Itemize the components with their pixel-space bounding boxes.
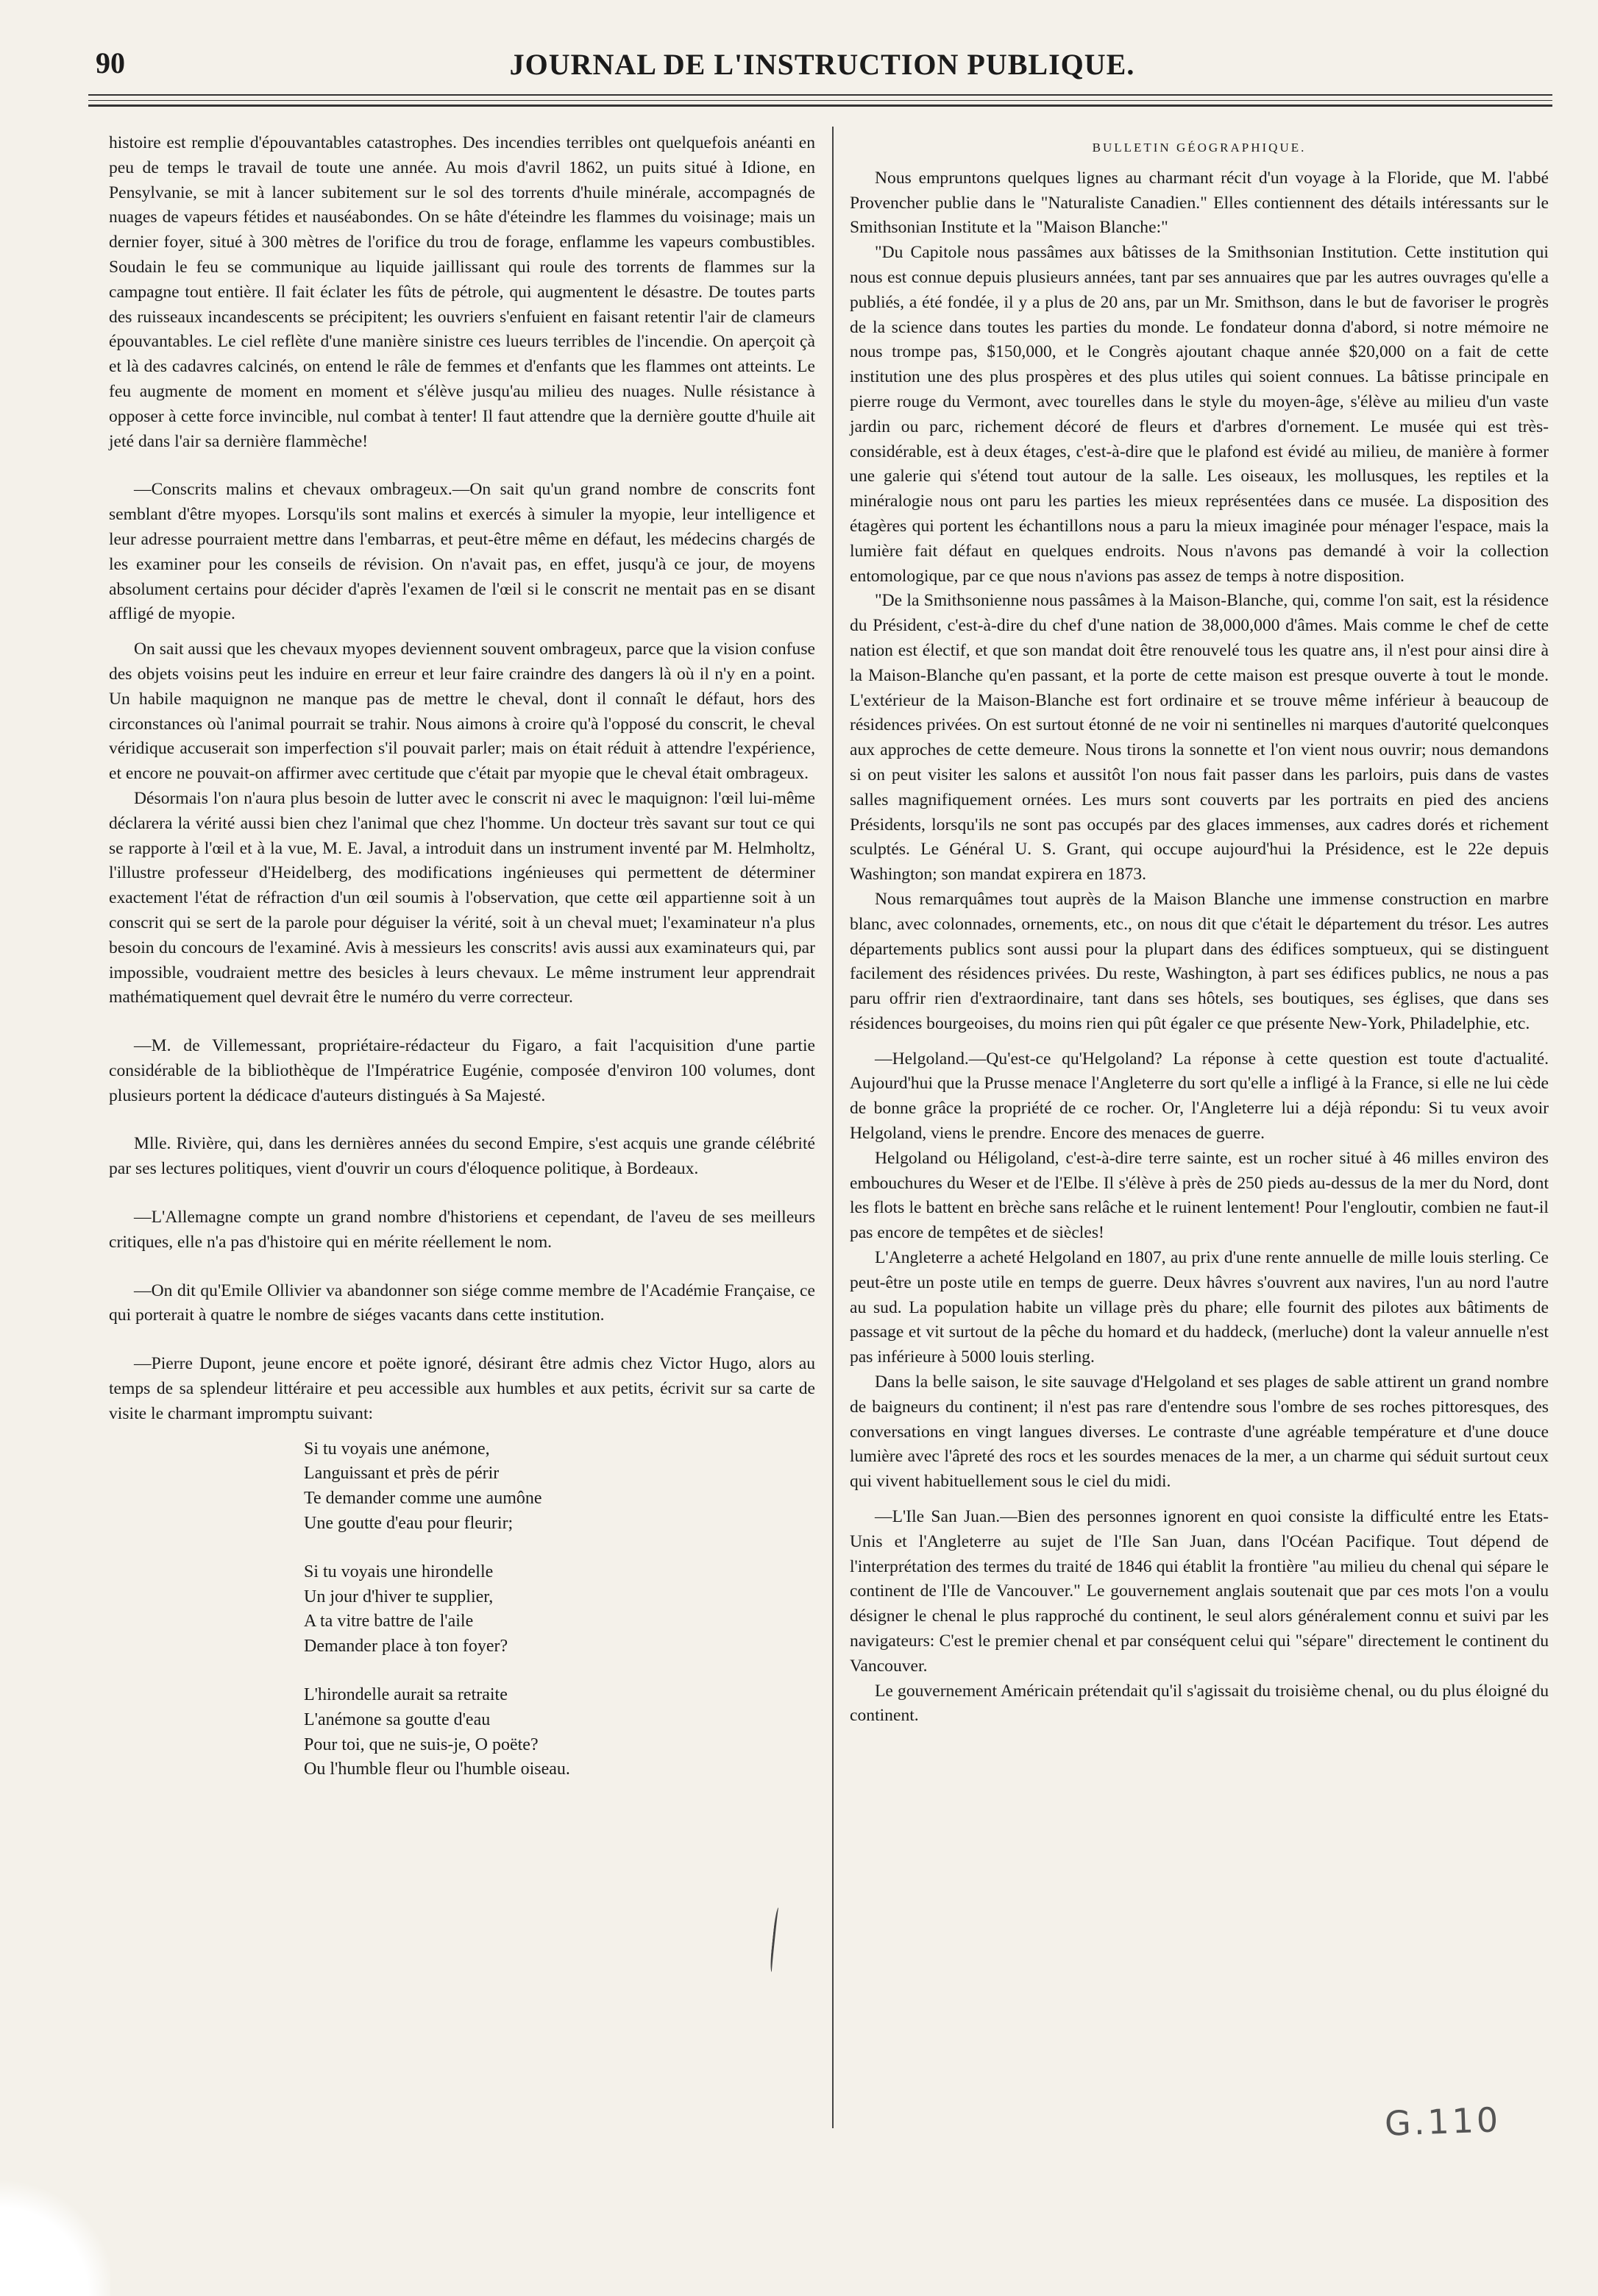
poem xyxy=(304,1437,815,1783)
header-rule-bottom xyxy=(88,104,1552,107)
article-helgoland-season: Dans la belle saison, le site sauvage d'Helgoland et ses plages de sable attirent un grand nombre de baigneurs du continent; il n'est pas rare d'entendre sous l'ombre de ses roches pittoresques, des conversations en vingt langues diverses. Le contraste d'une agréable température et d'une douce lumière avec l'âpreté des rocs et les sourdes menaces de la mer, a un charme qui séduit surtout ceux qui vivent habituellement sous le ciel du midi. xyxy=(850,1372,1549,1492)
poem-line: Ou l'humble fleur ou l'humble oiseau. xyxy=(304,1760,570,1779)
article-villemessant: —M. de Villemessant, propriétaire-rédacteur du Figaro, a fait l'acquisition d'une partie considérable de la bibliothèque de l'Impératrice Eugénie, composée d'environ 100 volumes, dont plusieurs portent la dédicace d'auteurs distingués à Sa Majesté. xyxy=(109,1036,815,1105)
header-rule-top xyxy=(88,94,1552,96)
column-divider xyxy=(832,127,834,2128)
article-fire-continued: histoire est remplie d'épouvantables catastrophes. Des incendies terribles ont quelquefois anéanti en peu de temps le travail de toute une année. Au mois d'avril 1862, un puits situé à Idione, en Pensylvanie, se mit à lancer subitement sur le sol des torrents d'huile minérale, accompagnés de nuages de vapeurs fétides et nauséabondes. On se hâte d'éteindre les flammes du voisinage; mais un dernier foyer, situé à 300 mètres de l'orifice du trou de forage, enflamme les vapeurs combustibles. Soudain le feu se communique au liquide jaillissant qui roule des torrents de flammes sur la campagne tout entière. Il fait éclater les fûts de pétrole, qui augmentent le désastre. De toutes parts des ruisseaux incandescents se précipitent; les ouvriers s'enfuient en faisant retentir l'air de clameurs épouvantables. Le ciel reflète d'une manière sinistre ces lueurs terribles de l'incendie. On aperçoit çà et là des cadavres calcinés, on entend le râle de femmes et d'enfants que les flammes ont atteints. Le feu augmente de moment en moment et s'élève jusqu'au milieu des nuages. Nulle résistance à opposer à cette force invincible, nul combat à tenter! Il faut attendre que la dernière goutte d'huile ait jeté dans l'air sa dernière flammèche! xyxy=(109,133,815,451)
article-tresor: Nous remarquâmes tout auprès de la Maison Blanche une immense construction en marbre blanc, avec colonnades, ornements, etc., on nous dit que c'était le département du trésor. Les autres départements publics sont aussi pour la plupart dans des édifices somptueux, qui se distinguent facilement des résidences privées. Du reste, Washington, à part ses édifices publics, ne nous a pas paru offrir rien d'extraordinaire, tant dans ses hôtels, ses boutiques, ses églises, que dans ses résidences bourgeoises, du moins rien qui pût égaler ce que présente New-York, Philadelphie, etc. xyxy=(850,889,1549,1033)
article-pierre-dupont: —Pierre Dupont, jeune encore et poëte ignoré, désirant être admis chez Victor Hugo, alors au temps de sa splendeur littéraire et peu accessible aux humbles et aux petits, écrivit sur sa carte de visite le charmant impromptu suivant: xyxy=(109,1354,815,1423)
poem-stanza xyxy=(304,1683,815,1782)
article-floride-intro: Nous empruntons quelques lignes au charmant récit d'un voyage à la Floride, que M. l'abbé Provencher publie dans le "Naturaliste Canadien." Elles contiennent des détails intéressants sur le Smithsonian Institute et la "Maison Blanche:" xyxy=(850,168,1549,238)
article-ollivier: —On dit qu'Emile Ollivier va abandonner son siége comme membre de l'Académie Française, ce qui porterait à quatre le nombre de siéges vacants dans cette institution. xyxy=(109,1280,815,1325)
poem-line: Une goutte d'eau pour fleurir; xyxy=(304,1514,514,1534)
poem-line: Un jour d'hiver te supplier, xyxy=(304,1587,494,1606)
article-allemagne: —L'Allemagne compte un grand nombre d'historiens et cependant, de l'aveu de ses meilleurs critiques, elle n'a pas d'histoire qui en mérite réellement le nom. xyxy=(109,1208,815,1252)
poem-line: Pour toi, que ne suis-je, O poëte? xyxy=(304,1735,539,1754)
article-riviere: Mlle. Rivière, qui, dans les dernières années du second Empire, s'est acquis une grande célébrité par ses lectures politiques, vient d'ouvrir un cours d'éloquence politique, à Bordeaux. xyxy=(109,1134,815,1179)
pencil-mark xyxy=(769,1907,782,1972)
article-javal: Désormais l'on n'aura plus besoin de lutter avec le conscrit ni avec le maquignon: l'œil lui-même déclarera la vérité aussi bien chez l'animal que chez l'homme. Un docteur très savant sur tout ce qui se rapporte à l'œil et à la vue, M. E. Javal, a introduit dans un instrument inventé par M. Helmholtz, l'illustre professeur d'Heidelberg, des modifications ingénieuses qui permettent de déterminer exactement l'état de réfraction d'un œil soumis à l'observation, que cette œil appartienne soit à un conscrit qui se sert de la parole pour déguiser la vérité, soit à un cheval muet; l'examinateur n'a plus besoin du concours de l'examiné. Avis à messieurs les conscrits! avis aussi aux examinateurs qui, par impossible, voudraient mettre des besicles à leurs chevaux. Le même instrument leur apprendrait mathématiquement quel devrait être le numéro du verre correcteur. xyxy=(109,788,815,1007)
page-header xyxy=(96,46,1549,97)
poem-line: A ta vitre battre de l'aile xyxy=(304,1612,474,1631)
article-chevaux: On sait aussi que les chevaux myopes deviennent souvent ombrageux, parce que la vision confuse des objets voisins peut les induire en erreur et leur faire craindre des dangers là où il n'y en a point. Un habile maquignon ne manque pas de mettre le cheval, dont il connaît le défaut, hors des circonstances où l'animal pourrait se trahir. Nous aimons à croire qu'à l'opposé du conscrit, le cheval véridique accuserait son imperfection s'il pouvait parler; mais on était réduit à attendre l'expérience, et encore ne pouvait-on affirmer avec certitude que c'était par myopie que le cheval était ombrageux. xyxy=(109,639,815,784)
poem-line: L'anémone sa goutte d'eau xyxy=(304,1709,491,1729)
running-title: JOURNAL DE L'INSTRUCTION PUBLIQUE. xyxy=(509,48,1135,81)
section-title-bulletin: BULLETIN GÉOGRAPHIQUE. xyxy=(1092,141,1307,155)
article-maison-blanche: "De la Smithsonienne nous passâmes à la Maison-Blanche, qui, comme l'on sait, est la résidence du Président, c'est-à-dire du chef d'une nation de 38,000,000 d'âmes. Mais comme le chef de cette nation est électif, et que son mandat doit être renouvelé tous les quatre ans, il n'est pour ainsi dire à la Maison-Blanche qu'en passant, et la porte de cette maison est presque ouverte à tout le monde. L'extérieur de la Maison-Blanche est fort ordinaire et se trouve même inférieur à beaucoup de résidences privées. On est surtout étonné de ne voir ni sentinelles ni marques d'autorité quelconques aux approches de cette demeure. Nous tirons la sonnette et l'on vient nous ouvrir; nous demandons si on peut visiter les salons et aussitôt l'on nous fait passer dans les parloirs, puis dans de vastes salles magnifiquement ornées. Les murs sont couverts par les portraits en pied des anciens Présidents, lorsqu'ils ne sont pas occupés par des glaces immenses, aux cadres dorés et richement sculptés. Le Général U. S. Grant, qui occupe aujourd'hui la Présidence, est le 22e depuis Washington; son mandat expirera en 1873. xyxy=(850,591,1549,885)
article-helgoland-description: Helgoland ou Héligoland, c'est-à-dire terre sainte, est un rocher situé à 46 milles environ des embouchures du Weser et de l'Elbe. Il s'élève à près de 250 pieds au-dessus de la mer du Nord, dont les flots le battent en brèche sans relâche et le ruinent lentement! Pour l'engloutir, combien ne faut-il pas encore de tempêtes et de siècles! xyxy=(850,1148,1549,1243)
poem-line: Si tu voyais une anémone, xyxy=(304,1439,490,1459)
poem-line: L'hirondelle aurait sa retraite xyxy=(304,1685,508,1705)
article-helgoland-history: L'Angleterre a acheté Helgoland en 1807, au prix d'une rente annuelle de mille louis sterling. Ce peut-être un poste utile en temps de guerre. Deux hâvres s'ouvrent aux navires, l'un au nord l'autre au sud. La population habite un village près du phare; elle fournit des pilotes aux bâtiments de passage et vit surtout de la pêche du homard et du haddeck, (merluche) dont la valeur annuelle n'est pas inférieure à 5000 louis sterling. xyxy=(850,1248,1549,1367)
poem-line: Demander place à ton foyer? xyxy=(304,1637,508,1657)
page-number: 90 xyxy=(96,46,125,79)
poem-line: Te demander comme une aumône xyxy=(304,1489,542,1509)
article-san-juan: —L'Ile San Juan.—Bien des personnes ignorent en quoi consiste la difficulté entre les Etats-Unis et l'Angleterre au sujet de l'Ile San Juan, dans l'Océan Pacifique. Tout dépend de l'interprétation des termes du traité de 1846 qui établit la frontière "au milieu du chenal qui sépare le continent de l'Ile de Vancouver." Le gouvernement anglais soutenait que par ces mots l'on a voulu désigner le chenal le plus rapproché du continent, le seul alors généralement connu et suivi par les navigateurs: C'est le premier chenal et par conséquent celui qui "sépare" directement le continent du Vancouver. xyxy=(850,1507,1549,1676)
article-smithsonian: "Du Capitole nous passâmes aux bâtisses de la Smithsonian Institution. Cette institution qui nous est connue depuis plusieurs années, tant par ses annuaires que par les autres ouvrages qu'elle a publiés, a été fondée, il y a plus de 20 ans, par un Mr. Smithson, dans le but de favoriser le progrès de la science dans toutes les parties du monde. Le fondateur donna d'abord, si notre mémoire ne nous trompe pas, $150,000, et le Congrès ajoutant chaque année $20,000 on a fait de cette institution une des plus prospères et des plus utiles qui soient connues. La bâtisse principale en pierre rouge du Vermont, avec tourelles dans le style du moyen-âge, s'élève au milieu d'un vaste jardin ou parc, richement décoré de fleurs et d'arbres d'ornement. Le musée qui est très-considérable, est à deux étages, c'est-à-dire que le plafond est évidé au milieu, de manière à former une galerie qui s'étend tout autour de la salle. Les oiseaux, les mollusques, les reptiles et la minéralogie nous ont paru les parties les mieux représentées dans ce musée. La disposition des étagères qui portent les échantillons nous a paru la mieux imaginée pour ménager l'espace, mais la lumière fait défaut en quelques endroits. Nous n'avons pas demandé à voir la collection entomologique, par ce que nous n'avions pas assez de temps à notre disposition. xyxy=(850,243,1549,586)
poem-line: Languissant et près de périr xyxy=(304,1464,500,1484)
article-helgoland: —Helgoland.—Qu'est-ce qu'Helgoland? La réponse à cette question est toute d'actualité. Aujourd'hui que la Prusse menace l'Angleterre du sort qu'elle a infligé à la France, si elle ne lui cède de bonne grâce la propriété de ce rocher. Or, l'Angleterre lui a déjà répondu: Si tu veux avoir Helgoland, viens le prendre. Encore des menaces de guerre. xyxy=(850,1049,1549,1144)
right-column xyxy=(850,131,1549,1729)
poem-stanza xyxy=(304,1560,815,1659)
handwritten-catalog-mark: G.110 xyxy=(1384,2100,1502,2144)
torn-corner xyxy=(0,2178,110,2296)
left-column xyxy=(109,131,815,1806)
article-san-juan-us: Le gouvernement Américain prétendait qu'il s'agissait du troisième chenal, ou du plus éloigné du continent. xyxy=(850,1681,1549,1726)
header-rule-middle xyxy=(88,100,1552,101)
poem-stanza xyxy=(304,1437,815,1537)
poem-line: Si tu voyais une hirondelle xyxy=(304,1562,494,1581)
article-conscrits: —Conscrits malins et chevaux ombrageux.—On sait qu'un grand nombre de conscrits font semblant d'être myopes. Lorsqu'ils sont malins et exercés à simuler la myopie, leur intelligence et leur adresse pourraient mettre dans l'embarras, et peut-être même en défaut, les médecins chargés de les examiner pour les conseils de révision. On n'avait pas, en effet, jusqu'à ce jour, de moyens absolument certains pour décider d'après l'examen de l'œil si le conscrit ne mentait pas en se disant affligé de myopie. xyxy=(109,480,815,624)
